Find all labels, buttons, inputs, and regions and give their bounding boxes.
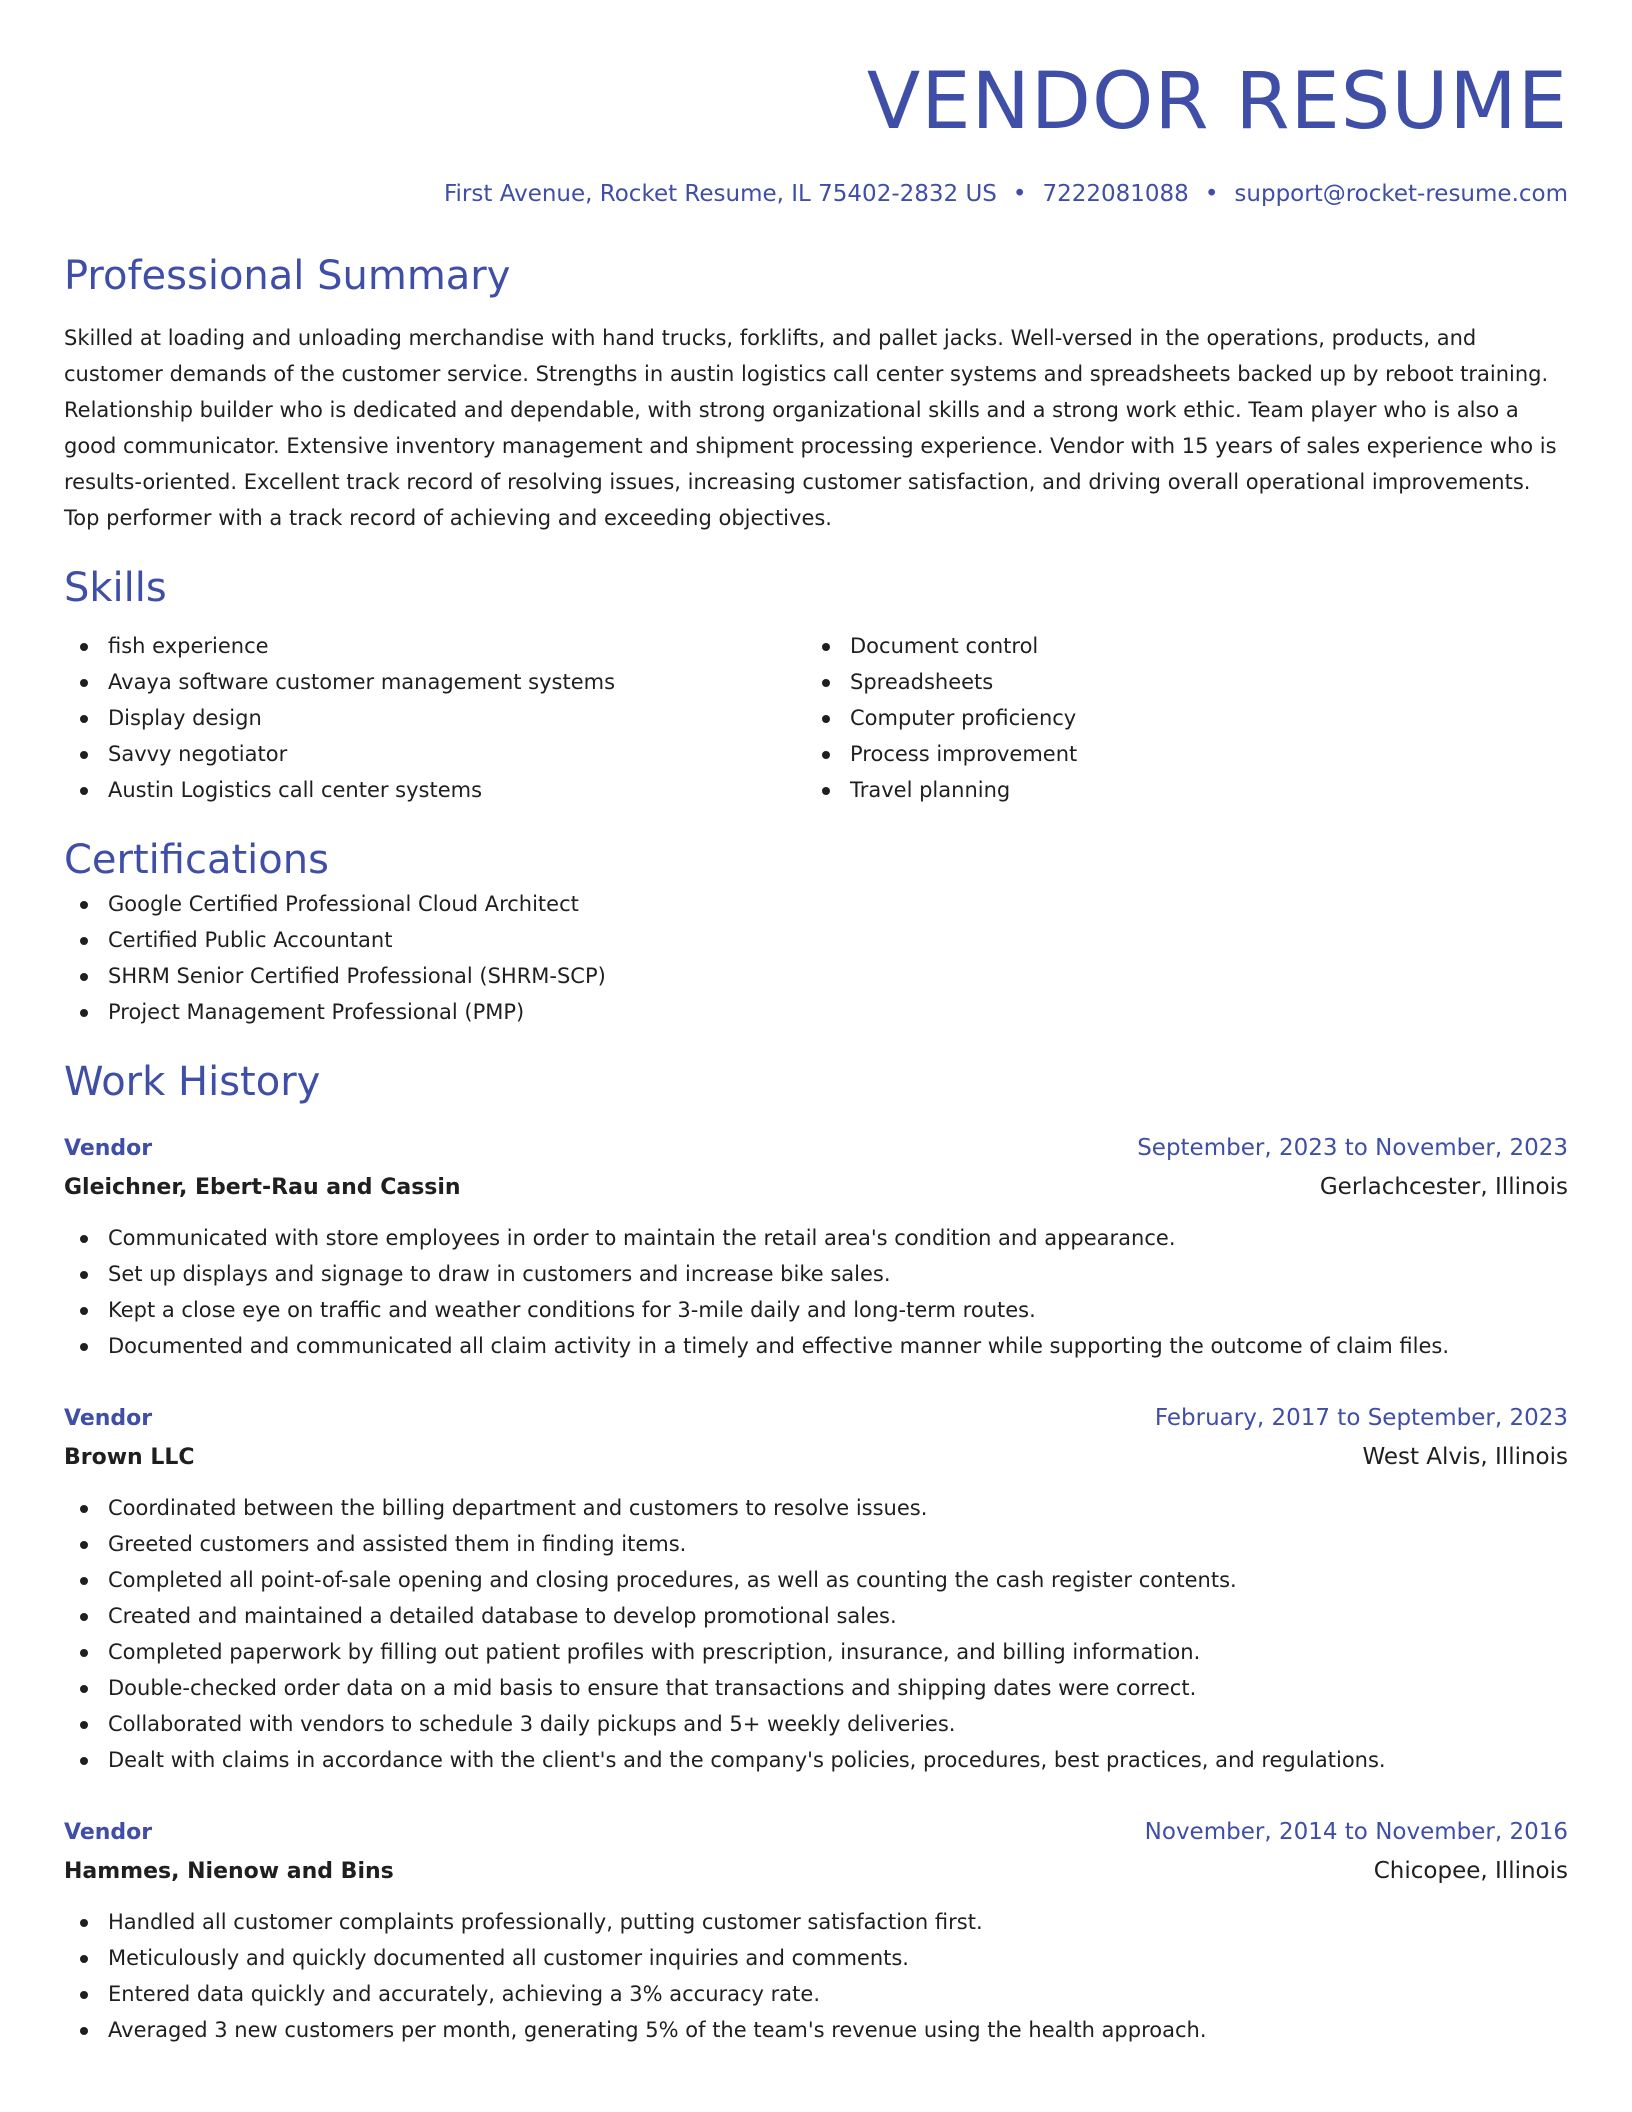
skills-list-left [64,628,806,808]
job-duty: Completed paperwork by filling out patient profiles with prescription, insurance, and billing information. [64,1634,1568,1670]
job-dates: February, 2017 to September, 2023 [1154,1405,1568,1431]
certification-item: Certified Public Accountant [64,922,1568,958]
job-duty: Communicated with store employees in order to maintain the retail area's condition and appearance. [64,1220,1568,1256]
contact-line [64,178,1568,210]
job-duty: Meticulously and quickly documented all customer inquiries and comments. [64,1940,1568,1976]
skill-item: Document control [806,628,1548,664]
skill-item: Savvy negotiator [64,736,806,772]
job-dates: November, 2014 to November, 2016 [1144,1819,1568,1845]
skill-item: Computer proficiency [806,700,1548,736]
job-duty: Collaborated with vendors to schedule 3 daily pickups and 5+ weekly deliveries. [64,1706,1568,1742]
job-header [64,1814,1568,1851]
certification-item: Google Certified Professional Cloud Architect [64,886,1568,922]
job-location: West Alvis, Illinois [1362,1444,1568,1470]
skill-item: Spreadsheets [806,664,1548,700]
contact-separator: • [1012,181,1027,207]
resume-page [64,0,1568,2048]
skill-item: fish experience [64,628,806,664]
job-header [64,1400,1568,1437]
skill-item: Travel planning [806,772,1548,808]
skill-item: Display design [64,700,806,736]
summary-text: Skilled at loading and unloading merchandise with hand trucks, forklifts, and pallet jacks. Well-versed in the operations, products, and customer demands of the customer service. Strengths in austin logistics call center systems and spreadsheets backed up by reboot training. Relationship builder who is dedicated and dependable, with strong organizational skills and a strong work ethic. Team player who is also a good communicator. Extensive inventory management and shipment processing experience. Vendor with 15 years of sales experience who is results-oriented. Excellent track record of resolving issues, increasing customer satisfaction, and driving overall operational improvements. Top performer with a track record of achieving and exceeding objectives. [64,326,1557,530]
job-duty: Averaged 3 new customers per month, generating 5% of the team's revenue using the health approach. [64,2012,1568,2048]
job-company: Brown LLC [64,1445,195,1470]
job-company: Hammes, Nienow and Bins [64,1859,394,1884]
job-duty: Dealt with claims in accordance with the client's and the company's policies, procedures, best practices, and regulations. [64,1742,1568,1778]
job-role: Vendor [64,1820,153,1845]
job-subheader [64,1437,1568,1478]
skill-item: Process improvement [806,736,1548,772]
work-history-heading: Work History [64,1059,321,1105]
job-duties-list [64,1220,1568,1364]
job-duties-list [64,1904,1568,2048]
job-location: Gerlachcester, Illinois [1319,1174,1568,1200]
certification-item: SHRM Senior Certified Professional (SHRM-SCP) [64,958,1568,994]
certifications-heading: Certifications [64,837,329,883]
job-dates: September, 2023 to November, 2023 [1137,1135,1568,1161]
job-duty: Greeted customers and assisted them in finding items. [64,1526,1568,1562]
job-duty: Created and maintained a detailed database to develop promotional sales. [64,1598,1568,1634]
resume-title: VENDOR RESUME [866,57,1568,147]
skill-item: Avaya software customer management systems [64,664,806,700]
contact-phone[interactable]: 7222081088 [1042,181,1189,207]
job-duty: Set up displays and signage to draw in customers and increase bike sales. [64,1256,1568,1292]
job-subheader [64,1167,1568,1208]
job-entry [64,1400,1568,1778]
contact-separator: • [1204,181,1219,207]
job-duty: Handled all customer complaints professionally, putting customer satisfaction first. [64,1904,1568,1940]
certification-item: Project Management Professional (PMP) [64,994,1568,1030]
job-location: Chicopee, Illinois [1373,1858,1568,1884]
skills-columns [64,628,1568,808]
job-entry [64,1130,1568,1364]
contact-address: First Avenue, Rocket Resume, IL 75402-2832 US [443,181,997,207]
job-subheader [64,1851,1568,1892]
job-duty: Completed all point-of-sale opening and closing procedures, as well as counting the cash register contents. [64,1562,1568,1598]
summary-heading: Professional Summary [64,253,511,299]
job-entry [64,1814,1568,2048]
skill-item: Austin Logistics call center systems [64,772,806,808]
job-company: Gleichner, Ebert-Rau and Cassin [64,1175,461,1200]
contact-email[interactable]: support@rocket-resume.com [1234,181,1568,207]
job-duty: Documented and communicated all claim activity in a timely and effective manner while supporting the outcome of claim files. [64,1328,1568,1364]
job-duty: Kept a close eye on traffic and weather conditions for 3-mile daily and long-term routes. [64,1292,1568,1328]
job-duty: Coordinated between the billing department and customers to resolve issues. [64,1490,1568,1526]
job-duty: Entered data quickly and accurately, achieving a 3% accuracy rate. [64,1976,1568,2012]
job-duties-list [64,1490,1568,1778]
job-duty: Double-checked order data on a mid basis to ensure that transactions and shipping dates were correct. [64,1670,1568,1706]
certifications-list [64,886,1568,1030]
job-header [64,1130,1568,1167]
skills-heading: Skills [64,565,167,611]
skills-list-right [806,628,1548,808]
job-role: Vendor [64,1406,153,1431]
job-role: Vendor [64,1136,153,1161]
